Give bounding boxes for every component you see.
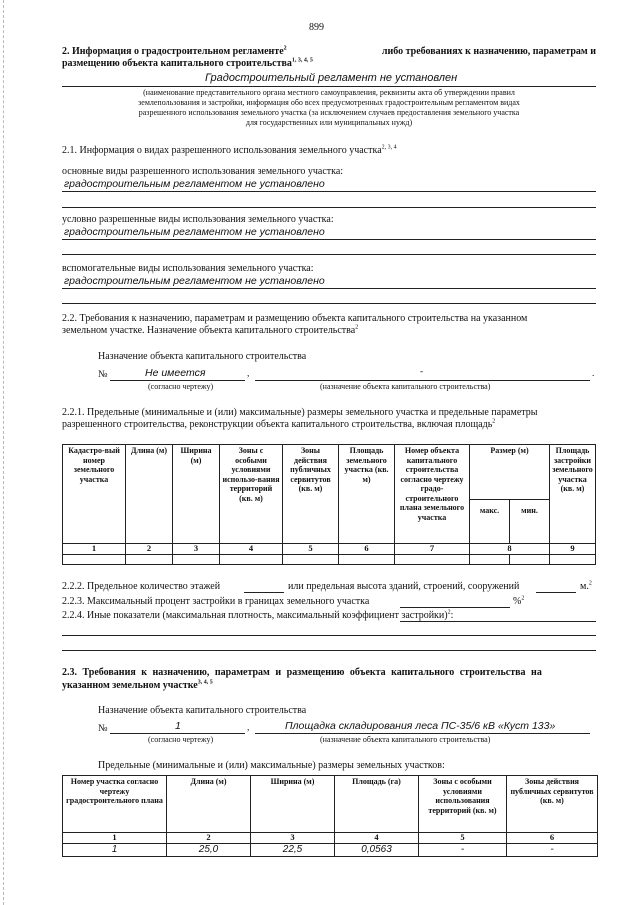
header-size: Размер (м) bbox=[470, 445, 550, 500]
section23-title-line1: 2.3. Требования к назначению, параметрам и размещению объекта капитального строительства на bbox=[62, 667, 542, 678]
section21-title-text: 2.1. Информация о видах разрешенного использования земельного участка bbox=[62, 145, 382, 156]
col-number: 5 bbox=[419, 833, 507, 844]
section22-purpose-label: Назначение объекта капитального строительства bbox=[98, 351, 307, 362]
section221-title-sup: 2 bbox=[492, 418, 496, 425]
section23-no-line bbox=[110, 733, 245, 734]
other-line-3 bbox=[62, 650, 596, 651]
section22-no-line bbox=[110, 380, 245, 381]
header-length: Длина (м) bbox=[126, 445, 173, 544]
section222-text-a: 2.2.2. Предельное количество этажей bbox=[62, 581, 221, 592]
section222-unit-text: м. bbox=[580, 581, 589, 592]
section2-title-sup-c: 1, 3, 4, 5 bbox=[291, 57, 313, 64]
header-plot-no: Номер участка согласно чертежу градостроительного плана bbox=[63, 776, 167, 833]
section223-text: 2.2.3. Максимальный процент застройки в границах земельного участка bbox=[62, 596, 370, 607]
header-cadastral: Кадастро-вый номер земельного участка bbox=[63, 445, 126, 544]
plot-sizes-number-row bbox=[63, 833, 598, 844]
section221-title-line1: 2.2.1. Предельные (минимальные и (или) максимальные) размеры земельного участка и предельные параметры bbox=[62, 407, 538, 418]
section2-title-c: размещению объекта капитального строительства bbox=[62, 58, 292, 69]
section22-caption-right: (назначение объекта капитального строительства) bbox=[320, 382, 491, 391]
section22-name-line bbox=[255, 380, 590, 381]
section23-sizes-label: Предельные (минимальные и (или) максимальные) размеры земельных участков: bbox=[98, 760, 445, 771]
parameters-number-row bbox=[63, 544, 596, 555]
section23-title-line2 bbox=[62, 680, 213, 691]
section22-name-value: - bbox=[420, 367, 424, 377]
section22-title-text: земельном участке. Назначение объекта капитального строительства bbox=[62, 325, 356, 336]
cond-uses-line-1 bbox=[62, 239, 596, 240]
section22-caption-left: (согласно чертежу) bbox=[148, 382, 214, 391]
main-uses-label: основные виды разрешенного использования земельного участка: bbox=[62, 166, 344, 177]
section224-sup: 2 bbox=[447, 609, 451, 616]
section2-title-line1 bbox=[62, 46, 596, 57]
section223-unit-sup: 2 bbox=[521, 595, 525, 602]
col-number: 3 bbox=[251, 833, 335, 844]
section223-unit bbox=[513, 596, 524, 607]
section222-unit-sup: 2 bbox=[588, 580, 592, 587]
col-number: 9 bbox=[550, 544, 596, 555]
section223-unit-text: % bbox=[513, 596, 522, 607]
main-uses-value: градостроительным регламентом не установлено bbox=[64, 178, 325, 190]
section221-title-text: разрешенного строительства, реконструкции объекта капитального строительства, включая площадь bbox=[62, 419, 493, 430]
section23-no-label: № bbox=[98, 723, 108, 734]
section22-no-label: № bbox=[98, 369, 108, 380]
col-number: 2 bbox=[167, 833, 251, 844]
parameters-empty-row bbox=[63, 555, 596, 565]
regulation-note-2: землепользования и застройки, информация обо всех предусмотренных градостроительным регламентом видах bbox=[138, 98, 520, 107]
header-easements: Зоны действия публичных сервитутов (кв. м) bbox=[283, 445, 339, 544]
regulation-line bbox=[62, 86, 596, 87]
col-number: 8 bbox=[470, 544, 550, 555]
col-number: 1 bbox=[63, 833, 167, 844]
section23-title-sup: 3, 4, 5 bbox=[197, 679, 213, 686]
aux-uses-value: градостроительным регламентом не установлено bbox=[64, 275, 325, 287]
header-plot-zones: Зоны с особыми условиями использования территорий (кв. м) bbox=[419, 776, 507, 833]
header-width: Ширина (м) bbox=[173, 445, 220, 544]
section23-caption-right: (назначение объекта капитального строительства) bbox=[320, 735, 491, 744]
section23-comma: , bbox=[247, 723, 250, 733]
section23-name-line bbox=[255, 733, 590, 734]
header-plot-easements: Зоны действия публичных сервитутов (кв. м) bbox=[507, 776, 598, 833]
aux-uses-label: вспомогательные виды использования земельного участка: bbox=[62, 263, 314, 274]
other-line-2 bbox=[62, 635, 596, 636]
col-number: 2 bbox=[126, 544, 173, 555]
section2-title-sup: 2 bbox=[283, 45, 287, 52]
cell-plot-area: 0,0563 bbox=[335, 844, 419, 857]
cell-plot-zones: - bbox=[419, 844, 507, 857]
regulation-note-4: для государственных или муниципальных нужд) bbox=[245, 118, 413, 127]
percent-line bbox=[400, 607, 510, 608]
section22-comma: , bbox=[247, 369, 250, 379]
section22-no-value: Не имеется bbox=[145, 367, 206, 379]
table-row bbox=[63, 844, 598, 857]
section23-caption-left: (согласно чертежу) bbox=[148, 735, 214, 744]
parameters-header-row bbox=[63, 445, 596, 500]
section22-title-sup: 2 bbox=[355, 324, 359, 331]
section23-no-value: 1 bbox=[175, 720, 181, 732]
header-object-no: Номер объекта капитального строительства согласно чертежу градо-строительного плана земельного участка bbox=[395, 445, 470, 544]
regulation-value: Градостроительный регламент не установлен bbox=[205, 72, 458, 84]
aux-uses-line-1 bbox=[62, 288, 596, 289]
regulation-note-3: разрешенного использования земельного участка (за исключением случаев предоставления земельного участка bbox=[138, 108, 520, 117]
regulation-note-1: (наименование представительного органа местного самоуправления, реквизиты акта об утверждении правил bbox=[143, 88, 515, 97]
section21-title bbox=[62, 145, 397, 156]
floors-line bbox=[244, 592, 284, 593]
page-number: 899 bbox=[309, 22, 324, 33]
header-built-area: Площадь застройки земельного участка (кв. м) bbox=[550, 445, 596, 544]
header-plot-area: Площадь (га) bbox=[335, 776, 419, 833]
section21-title-sup: 2, 3, 4 bbox=[381, 144, 397, 151]
section23-name-value: Площадка складирования леса ПС-35/6 кВ «Куст 133» bbox=[285, 720, 556, 732]
section222-text-b: или предельная высота зданий, строений, сооружений bbox=[288, 581, 520, 592]
header-size-min: мин. bbox=[510, 500, 550, 544]
section2-title-b: либо требованиях к назначению, параметрам и bbox=[381, 46, 596, 57]
aux-uses-line-2 bbox=[62, 303, 596, 304]
section221-title-line2 bbox=[62, 419, 495, 430]
col-number: 6 bbox=[507, 833, 598, 844]
col-number: 7 bbox=[395, 544, 470, 555]
section2-title-line2 bbox=[62, 58, 313, 69]
col-number: 3 bbox=[173, 544, 220, 555]
cond-uses-value: градостроительным регламентом не установлено bbox=[64, 226, 325, 238]
header-zones: Зоны с особыми условиями использо-вания территорий (кв. м) bbox=[220, 445, 283, 544]
cell-plot-easements: - bbox=[507, 844, 598, 857]
col-number: 4 bbox=[335, 833, 419, 844]
section23-purpose-label: Назначение объекта капитального строительства bbox=[98, 705, 307, 716]
height-line bbox=[536, 592, 576, 593]
section22-title-line2 bbox=[62, 325, 358, 336]
col-number: 5 bbox=[283, 544, 339, 555]
header-plot-length: Длина (м) bbox=[167, 776, 251, 833]
col-number: 4 bbox=[220, 544, 283, 555]
section23-title-text: указанном земельном участке bbox=[62, 680, 198, 691]
cond-uses-label: условно разрешенные виды использования земельного участка: bbox=[62, 214, 334, 225]
col-number: 6 bbox=[339, 544, 395, 555]
section22-dot: . bbox=[592, 369, 595, 379]
cell-plot-width: 22,5 bbox=[251, 844, 335, 857]
section224-text: 2.2.4. Иные показатели (максимальная плотность, максимальный коэффициент застройки)$^2$: bbox=[62, 609, 454, 621]
section224-text-content: 2.2.4. Иные показатели (максимальная плотность, максимальный коэффициент застройки) bbox=[62, 610, 448, 621]
col-number: 1 bbox=[63, 544, 126, 555]
parameters-table bbox=[62, 444, 596, 565]
main-uses-line-1 bbox=[62, 191, 596, 192]
header-area: Площадь земельного участка (кв. м) bbox=[339, 445, 395, 544]
scan-edge bbox=[3, 0, 5, 905]
main-uses-line-2 bbox=[62, 207, 596, 208]
cell-plot-no: 1 bbox=[63, 844, 167, 857]
header-size-max: макс. bbox=[470, 500, 510, 544]
cell-plot-length: 25,0 bbox=[167, 844, 251, 857]
other-line bbox=[400, 621, 596, 622]
header-plot-width: Ширина (м) bbox=[251, 776, 335, 833]
cond-uses-line-2 bbox=[62, 254, 596, 255]
section222-unit bbox=[580, 581, 592, 592]
section2-title-a: 2. Информация о градостроительном регламенте bbox=[62, 46, 284, 57]
plot-sizes-header-row bbox=[63, 776, 598, 833]
plot-sizes-table bbox=[62, 775, 598, 857]
section22-title-line1: 2.2. Требования к назначению, параметрам и размещению объекта капитального строительства на указанном bbox=[62, 313, 528, 324]
